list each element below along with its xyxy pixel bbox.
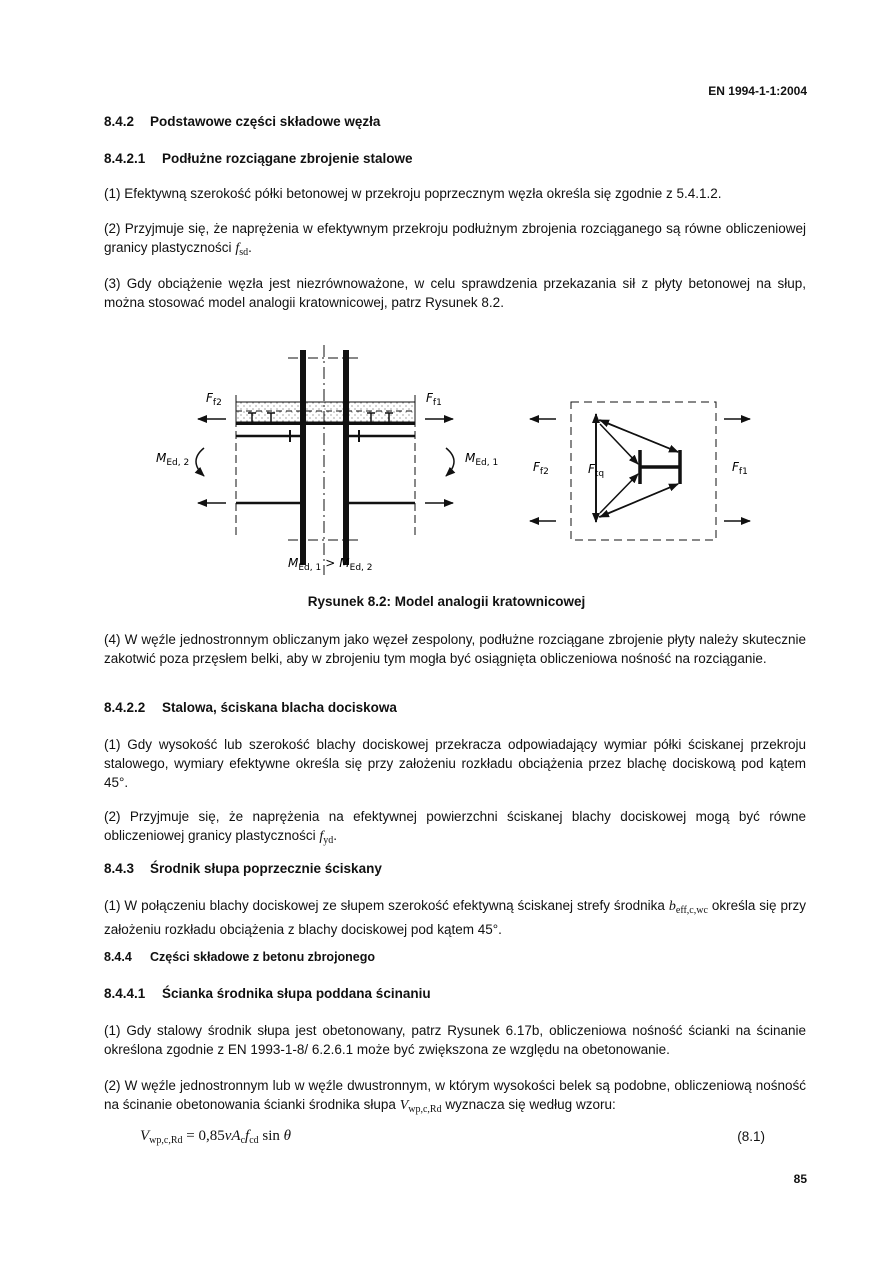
paragraph: (1) Gdy stalowy środnik słupa jest obetonowany, patrz Rysunek 6.17b, obliczeniowa nośność ścianki na ścinanie określona zgodnie z EN 1993-1-8/ 6.2.6.1 może być zwiększona ze względu na obetonowanie. xyxy=(104,1023,806,1057)
moment-arrow-med2 xyxy=(196,448,204,476)
paragraph-text: (2) Przyjmuje się, że naprężenia w efektywnym przekroju podłużnym zbrojenia rozciąganego są równe obliczeniowej granicy plastyczności xyxy=(104,221,806,255)
column-flange-left xyxy=(300,350,306,565)
moment-arrow-med1 xyxy=(446,448,454,476)
symbol: b xyxy=(668,899,676,914)
truss-label-ff2: $F_{f2}$ xyxy=(533,460,549,477)
symbol: f xyxy=(235,241,240,256)
label-med1: $M_{Ed, 1}$ xyxy=(465,451,499,468)
paragraph-end: określa się przy założeniu rozkładu obciążenia z blachy dociskowej pod kątem 45°. xyxy=(104,898,806,937)
tie-lower xyxy=(600,474,638,513)
section-number: 8.4.4 xyxy=(104,950,132,964)
section-heading-8-4-4 xyxy=(104,950,375,964)
section-number: 8.4.4.1 xyxy=(104,986,146,1001)
end-plate-strip xyxy=(236,422,415,425)
paragraph: (4) W węźle jednostronnym obliczanym jako węzeł zespolony, podłużne rozciągane zbrojenie płyty należy skutecznie zakotwić poza przęsłem belki, aby w zbrojeniu tym mogła być osiągnięta obliczeniowa nośność na rozciąganie. xyxy=(104,632,806,666)
section-heading-8-4-3 xyxy=(104,861,382,876)
symbol-subscript: eff,c,wc xyxy=(675,905,708,916)
equation-number: (8.1) xyxy=(737,1129,765,1144)
section-title: Podstawowe części składowe węzła xyxy=(150,114,381,129)
label-med2: $M_{Ed, 2}$ xyxy=(156,451,190,468)
section-number: 8.4.2 xyxy=(104,114,135,129)
section-heading-8-4-2-2 xyxy=(104,700,397,715)
tie-upper xyxy=(600,424,638,464)
paragraph: (3) Gdy obciążenie węzła jest niezrównoważone, w celu sprawdzenia przekazania sił z płyty betonowej na słup, można stosować model analogii kratownicowej, patrz Rysunek 8.2. xyxy=(104,276,806,310)
symbol: f xyxy=(319,829,324,844)
symbol-subscript: yd xyxy=(323,835,334,846)
label-moment-inequality: $M_{Ed, 1} > M_{Ed, 2}$ xyxy=(288,556,373,573)
section-title: Ścianka środnika słupa poddana ścinaniu xyxy=(162,986,431,1001)
paragraph-end: . xyxy=(333,828,338,843)
document-header: EN 1994-1-1:2004 xyxy=(708,84,807,98)
truss-label-ftq: $F_{tq}$ xyxy=(588,462,605,479)
paragraph xyxy=(104,807,806,850)
section-number: 8.4.2.1 xyxy=(104,151,146,166)
joint-elevation xyxy=(196,345,454,575)
symbol: V xyxy=(399,1098,409,1113)
label-ff2: $F_{f2}$ xyxy=(206,391,222,408)
symbol-subscript: wp,c,Rd xyxy=(408,1104,442,1115)
equation-8-1: $V_{wp,c,Rd} = 0,85\nu A_cf_{cd}$ sin θ xyxy=(140,1128,292,1146)
paragraph: (1) Gdy wysokość lub szerokość blachy dociskowej przekracza odpowiadający wymiar półki ściskanej przekroju stalowego, wymiary efektywne określa się przy założeniu rozkładu obciążenia przez blachę dociskową pod kątem 45°. xyxy=(104,737,806,790)
section-number: 8.4.3 xyxy=(104,861,135,876)
truss-label-ff1: $F_{f1}$ xyxy=(732,460,748,477)
figure-caption: Rysunek 8.2: Model analogii kratownicowej xyxy=(307,594,586,609)
truss-analogy-figure xyxy=(0,0,893,600)
section-heading-8-4-4-1 xyxy=(104,986,431,1001)
section-title: Środnik słupa poprzecznie ściskany xyxy=(150,861,382,876)
column-flange-right xyxy=(343,350,349,565)
paragraph-text: (2) Przyjmuje się, że naprężenia na efektywnej powierzchni ściskanej blachy dociskowej mogą być równe obliczeniowej granicy plastyczności xyxy=(104,809,806,843)
section-title: Stalowa, ściskana blacha dociskowa xyxy=(162,700,397,715)
concrete-slab xyxy=(236,402,415,422)
section-number: 8.4.2.2 xyxy=(104,700,146,715)
paragraph xyxy=(104,896,806,939)
paragraph: (1) Efektywną szerokość półki betonowej w przekroju poprzecznym węzła określa się zgodnie z 5.4.1.2. xyxy=(104,186,722,201)
section-title: Części składowe z betonu zbrojonego xyxy=(150,950,376,964)
paragraph xyxy=(104,1076,806,1119)
section-title: Podłużne rozciągane zbrojenie stalowe xyxy=(162,151,413,166)
page-number: 85 xyxy=(793,1172,807,1186)
paragraph-end: wyznacza się według wzoru: xyxy=(445,1097,616,1112)
paragraph-text: (2) W węźle jednostronnym lub w węźle dwustronnym, w którym wysokości belek są podobne, obliczeniową nośność na ścinanie obetonowania ścianki środnika słupa xyxy=(104,1078,806,1112)
symbol-subscript: sd xyxy=(239,247,249,258)
truss-model xyxy=(530,402,750,540)
paragraph-text: (1) W połączeniu blachy dociskowej ze słupem szerokość efektywną ściskanej strefy środnika xyxy=(104,898,665,913)
label-ff1: $F_{f1}$ xyxy=(426,391,442,408)
paragraph-end: . xyxy=(248,240,252,255)
